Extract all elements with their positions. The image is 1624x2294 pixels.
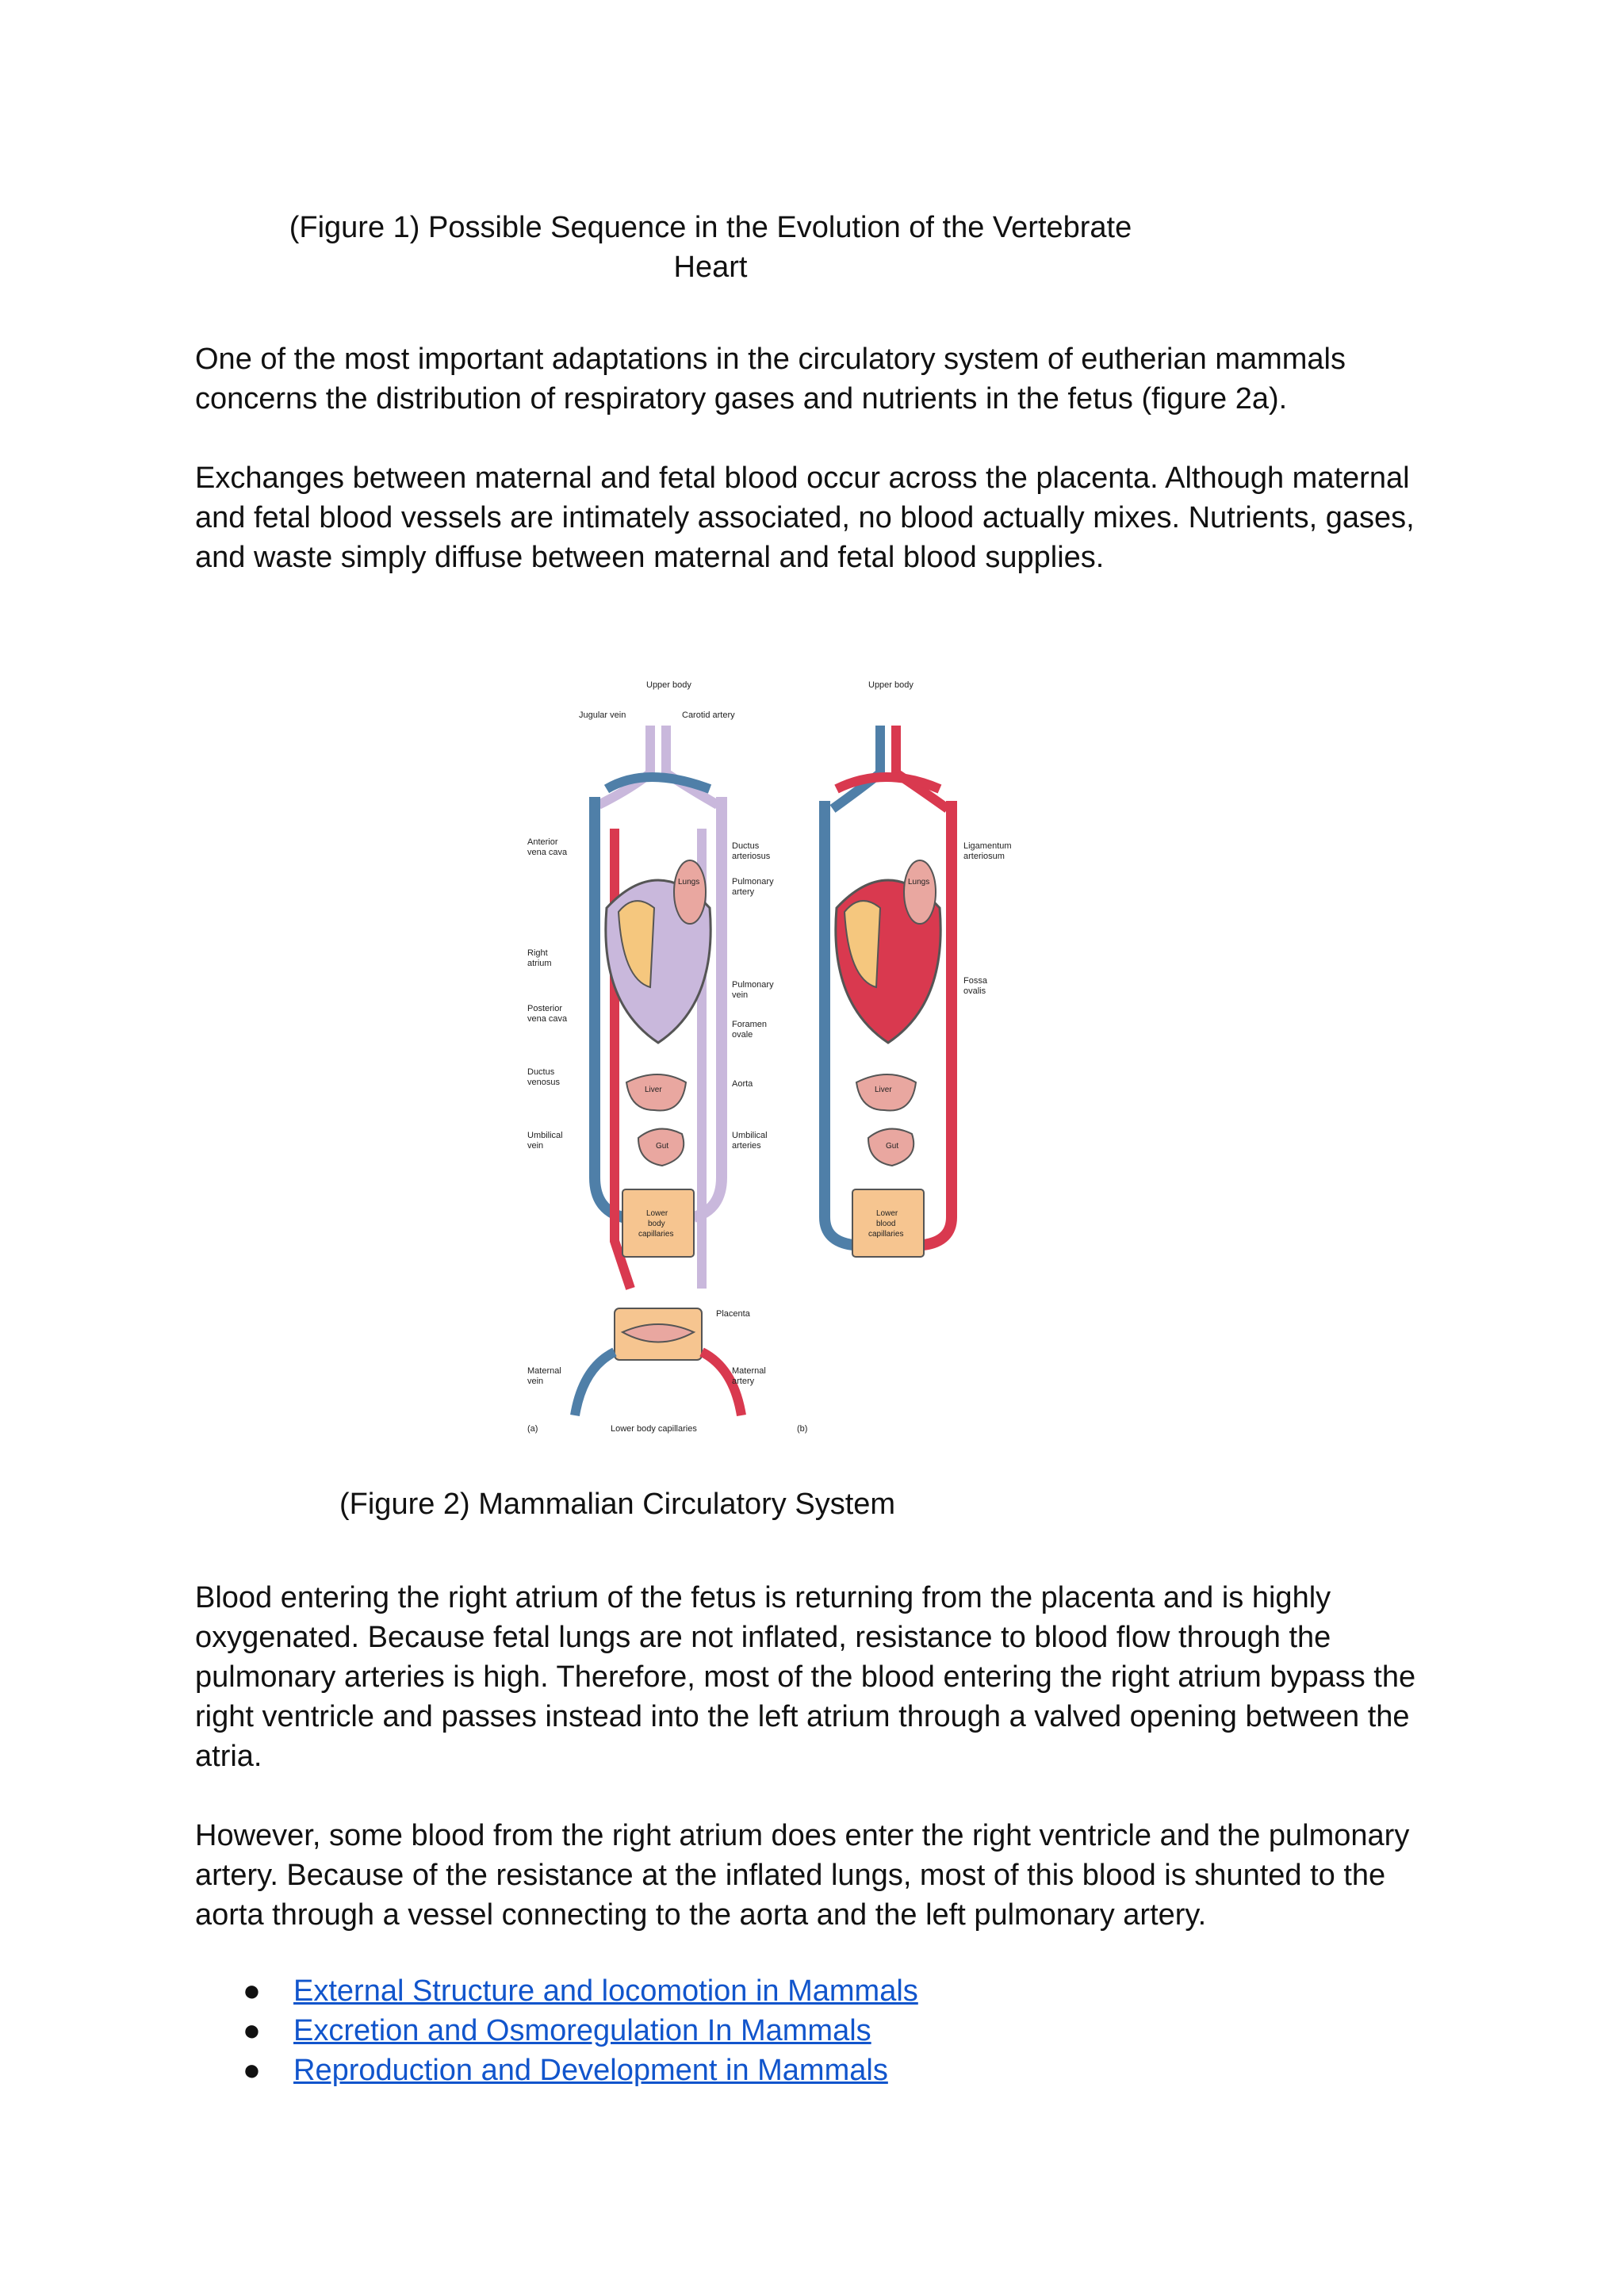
label-ductus-arteriosus-1: Ductus [732,841,760,851]
label-lungs-b: Lungs [908,878,930,887]
label-placenta: Placenta [716,1309,750,1319]
label-upper-body-b: Upper body [868,680,914,690]
label-lower-body-capillaries: Lower body capillaries [611,1424,697,1434]
label-pulmonary-artery-1: Pulmonary [732,877,774,887]
label-jugular-vein: Jugular vein [579,710,626,720]
list-item [243,1971,918,2011]
list-item [243,2051,918,2090]
label-umbilical-arteries-1: Umbilical [732,1131,768,1140]
label-umbilical-vein-1: Umbilical [527,1131,563,1140]
label-aorta: Aorta [732,1079,753,1089]
label-ductus-venosus-1: Ductus [527,1067,555,1077]
figure2-caption: (Figure 2) Mammalian Circulatory System [339,1488,896,1521]
upper-arch-b [837,777,940,789]
label-maternal-artery-1: Maternal [732,1366,766,1376]
figure1-caption-line2: Heart [673,251,748,284]
label-panel-a: (a) [527,1424,538,1434]
label-ligamentum-2: arteriosum [963,852,1005,861]
paragraph-placenta-exchange: Exchanges between maternal and fetal blood occur across the placenta. Although maternal and fetal blood vessels are intimately associated, no blood actually mixes. Nutrients, gases, and waste simply diffuse between maternal and fetal blood supplies. [195,461,1415,574]
label-pulmonary-vein-1: Pulmonary [732,980,774,990]
bullet-icon: ● [243,2014,261,2047]
label-right-atrium-2: atrium [527,959,552,968]
bullet-icon: ● [243,1974,261,2008]
label-umbilical-arteries-2: arteries [732,1141,761,1151]
label-posterior-vena-cava-1: Posterior [527,1004,563,1013]
label-box-b-1: Lower [876,1209,898,1218]
label-panel-b: (b) [797,1424,808,1434]
related-links-list [243,1971,918,2090]
label-box-a-1: Lower [646,1209,668,1218]
figure1-caption-line1: (Figure 1) Possible Sequence in the Evolution of the Vertebrate [289,211,1132,244]
label-pulmonary-vein-2: vein [732,990,749,1000]
paragraph-pulmonary-shunt: However, some blood from the right atrium does enter the right ventricle and the pulmonary artery. Because of the resistance at the inflated lungs, most of this blood is shunted to the aorta through a vessel connecting to the aorta and the left pulmonary artery. [195,1819,1410,1932]
lung-b [904,860,936,924]
figure1-caption [243,208,1178,287]
label-lungs-a: Lungs [678,878,700,887]
circulatory-system-figure [519,670,1074,1455]
paragraph-right-atrium: Blood entering the right atrium of the fetus is returning from the placenta and is highly oxygenated. Because fetal lungs are not inflated, resistance to blood flow through the pulmonary arteries is high. Therefore, most of the blood entering the right atrium bypass the right ventricle and passes instead into the left atrium through a valved opening between the atria. [195,1581,1416,1773]
label-fossa-1: Fossa [963,976,987,986]
panel-b-diagram [825,726,952,1257]
label-umbilical-vein-2: vein [527,1141,544,1151]
label-fossa-2: ovalis [963,986,986,996]
label-ductus-venosus-2: venosus [527,1078,560,1087]
label-box-a-2: body [648,1220,665,1228]
label-box-b-2: blood [876,1220,896,1228]
bullet-icon: ● [243,2054,261,2087]
left-outer-vein-b [825,801,852,1245]
maternal-vein-vessel [575,1352,615,1415]
label-posterior-vena-cava-2: vena cava [527,1014,568,1024]
label-gut-b: Gut [886,1142,899,1151]
label-liver-a: Liver [645,1086,662,1094]
carotid-vessel-b [896,726,948,809]
label-upper-body-a: Upper body [646,680,691,690]
label-carotid-artery: Carotid artery [682,710,735,720]
label-anterior-vena-cava-1: Anterior [527,837,558,847]
link-external-structure[interactable]: External Structure and locomotion in Mammals [293,1974,918,2008]
link-reproduction-development[interactable]: Reproduction and Development in Mammals [293,2054,888,2087]
label-gut-a: Gut [656,1142,669,1151]
label-right-atrium-1: Right [527,948,548,958]
label-foramen-ovale-2: ovale [732,1030,753,1040]
list-item [243,2011,918,2051]
label-foramen-ovale-1: Foramen [732,1020,768,1029]
label-liver-b: Liver [875,1086,892,1094]
label-pulmonary-artery-2: artery [732,887,755,897]
jugular-vessel-left [599,726,650,805]
label-anterior-vena-cava-2: vena cava [527,848,568,857]
carotid-vessel-right [666,726,718,805]
label-maternal-vein-2: vein [527,1377,544,1386]
label-maternal-vein-1: Maternal [527,1366,561,1376]
label-box-a-3: capillaries [638,1230,674,1239]
label-box-b-3: capillaries [868,1230,904,1239]
link-excretion-osmoregulation[interactable]: Excretion and Osmoregulation In Mammals [293,2014,871,2047]
jugular-vessel-b [833,726,880,809]
label-ductus-arteriosus-2: arteriosus [732,852,771,861]
lung-a [674,860,706,924]
label-maternal-artery-2: artery [732,1377,755,1386]
label-ligamentum-1: Ligamentum [963,841,1012,851]
paragraph-fetal-adaptation: One of the most important adaptations in the circulatory system of eutherian mammals concerns the distribution of respiratory gases and nutrients in the fetus (figure 2a). [195,343,1346,416]
